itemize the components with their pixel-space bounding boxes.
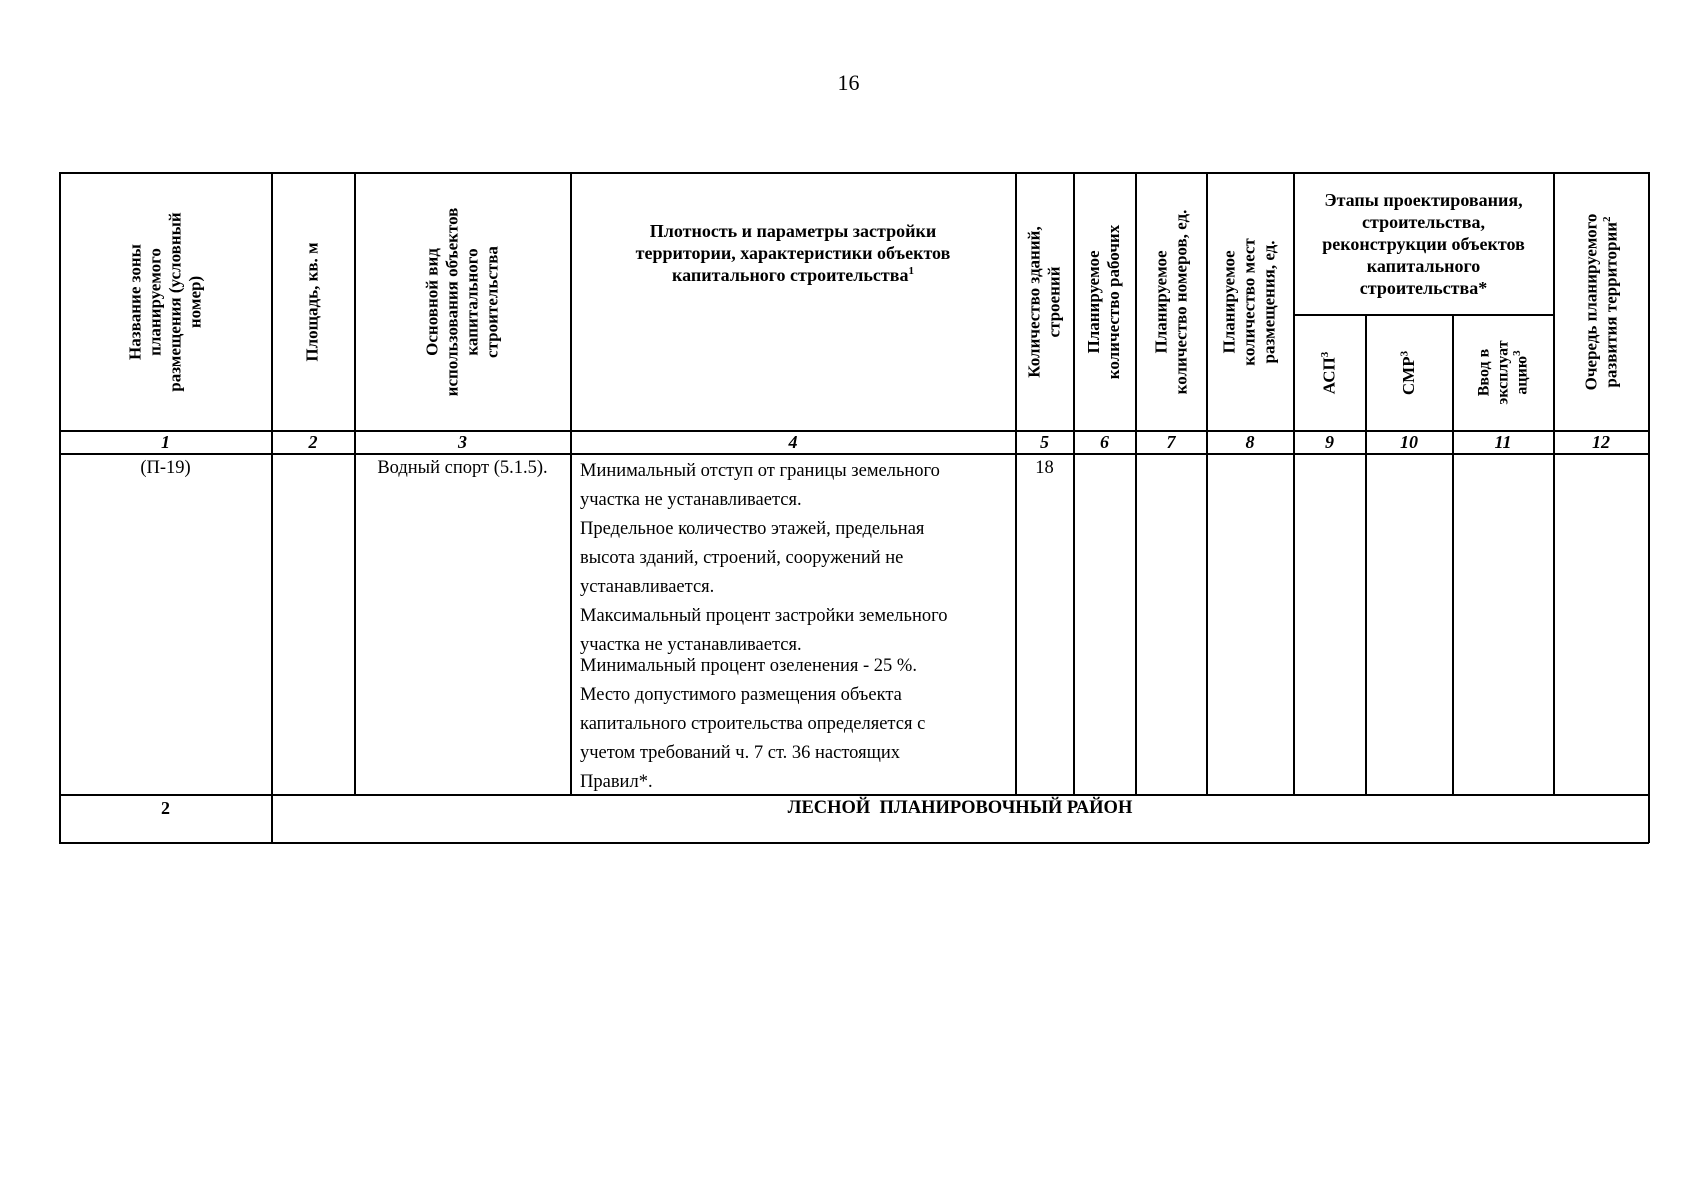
- header-buildings-count: Количество зданий, строений: [1024, 225, 1064, 378]
- col-number: 4: [788, 431, 798, 452]
- col-number: 1: [161, 431, 170, 452]
- col-number: 8: [1245, 431, 1255, 452]
- params-line: учетом требований ч. 7 ст. 36 настоящих: [580, 743, 900, 763]
- params-line: Место допустимого размещения объекта: [580, 685, 902, 705]
- section-title: ЛЕСНОЙ ПЛАНИРОВОЧНЫЙ РАЙОН: [787, 797, 1133, 818]
- col-number: 9: [1325, 431, 1334, 452]
- col-number: 11: [1494, 431, 1512, 452]
- col-number: 2: [308, 431, 318, 452]
- params-line: Предельное количество этажей, предельная: [580, 519, 925, 539]
- header-planned-workers: Планируемое количество рабочих: [1084, 224, 1124, 379]
- zone-code: (П-19): [140, 457, 191, 478]
- col-number: 3: [458, 431, 467, 452]
- col-number: 12: [1592, 431, 1610, 452]
- params-line: Минимальный отступ от границы земельного: [580, 461, 940, 481]
- col-number: 7: [1166, 431, 1176, 452]
- col-number: 10: [1400, 431, 1418, 452]
- params-line: высота зданий, строений, сооружений не: [580, 548, 904, 568]
- params-line: устанавливается.: [580, 577, 715, 597]
- header-smr: СМР$^3$: [1398, 350, 1418, 395]
- header-planned-rooms: Планируемое количество номеров, ед.: [1151, 209, 1190, 394]
- params-line: Правил*.: [580, 772, 653, 792]
- header-density-params: Плотность и параметры застройки территории, характеристики объектов капитального строительства$^1$: [635, 221, 951, 285]
- header-planned-places: Планируемое количество мест размещения, ед.: [1220, 237, 1279, 366]
- params-line: Максимальный процент застройки земельного: [580, 606, 948, 626]
- header-development-queue: Очередь планируемого развития территории$^2$: [1581, 213, 1620, 390]
- header-commissioning: Ввод в эксплуат ацию$^3$: [1475, 340, 1531, 405]
- section-number: 2: [161, 797, 170, 818]
- header-main-use: Основной вид использования объектов капитального строительства: [422, 207, 502, 396]
- main-use-value: Водный спорт (5.1.5).: [377, 457, 548, 478]
- params-line: участка не устанавливается.: [580, 635, 802, 655]
- col-number: 6: [1100, 431, 1109, 452]
- header-zone-name: Название зоны планируемого размещения (условный номер): [125, 211, 205, 392]
- page-number: 16: [837, 70, 860, 95]
- area-value: [272, 456, 354, 480]
- params-line: Минимальный процент озеленения - 25 %.: [580, 656, 917, 676]
- params-line: участка не устанавливается.: [580, 490, 802, 510]
- header-asp: АСП$^3$: [1318, 351, 1339, 394]
- col-number: 5: [1040, 431, 1049, 452]
- params-line: капитального строительства определяется с: [580, 714, 926, 734]
- header-stages-group: Этапы проектирования, строительства, реконструкции объектов капитального строительства*: [1322, 189, 1525, 298]
- header-area: Площадь, кв. м: [303, 241, 323, 362]
- buildings-count-value: 18: [1035, 457, 1054, 478]
